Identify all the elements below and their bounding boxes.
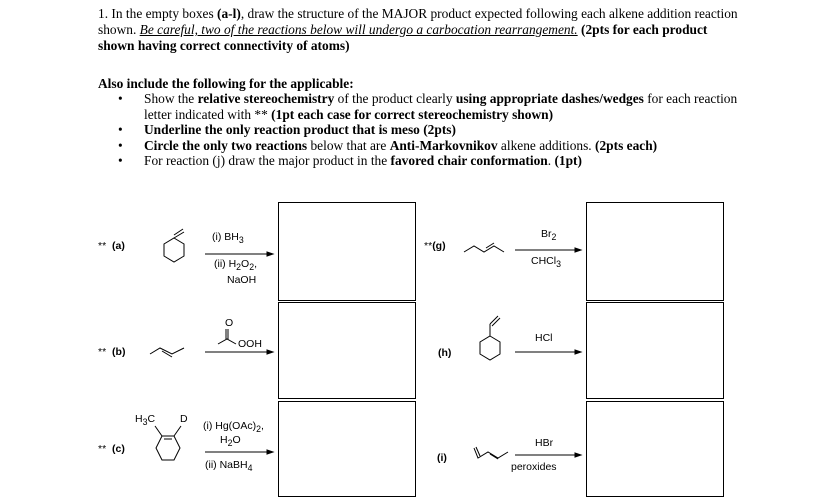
points-note: (2pts for each product shown having correct connectivity of atoms)	[98, 22, 708, 53]
stereo-marker: **	[98, 240, 107, 252]
answer-box-c[interactable]	[278, 401, 416, 497]
reagent-c-1: (i) $Hg(OAc)_2$,	[203, 420, 264, 435]
instruction-bold: Anti-Markovnikov	[389, 137, 498, 153]
stereo-marker: **	[424, 240, 433, 252]
reaction-letter: (h)	[438, 347, 452, 359]
instruction-bold: (2pts each)	[595, 137, 658, 153]
reactant-c-cyclohexene	[140, 422, 196, 468]
instruction-bold: Circle the only two reactions	[144, 137, 308, 153]
reaction-g-label	[424, 240, 446, 252]
reaction-letter: (b)	[112, 346, 126, 358]
reaction-arrow	[515, 247, 585, 253]
reaction-i-label	[437, 452, 447, 464]
answer-box-i[interactable]	[586, 401, 724, 497]
reagent-a-3: NaOH	[227, 274, 257, 286]
answer-box-a[interactable]	[278, 202, 416, 301]
instruction-item	[118, 122, 738, 138]
reaction-letter: (i)	[437, 452, 447, 464]
reaction-c-label	[98, 443, 125, 455]
instruction-bold: favored chair conformation	[390, 153, 548, 169]
reagent-a-2: (ii) $H_2O_2$,	[214, 258, 258, 273]
answer-box-b[interactable]	[278, 302, 416, 399]
bullet-icon: •	[118, 91, 123, 106]
bullet-icon: •	[118, 137, 123, 153]
substituent-methyl: $H_3C$	[135, 413, 156, 428]
reagent-b-oxygen: O	[225, 317, 234, 329]
question-text-2: , draw the structure of the MAJOR product expected following each alkene addition reaction shown.	[98, 6, 738, 37]
reaction-b-label	[98, 346, 125, 358]
instruction-bold: Underline the only reaction product that is meso (2pts)	[144, 122, 456, 138]
instruction-list	[118, 91, 738, 169]
reagent-c-2: $H_2O$	[220, 434, 241, 449]
reaction-a-label	[98, 240, 125, 252]
reagent-g-2: CHCl$_3$	[531, 255, 561, 270]
reaction-letter: (c)	[112, 443, 125, 455]
reagent-c-3: (ii) NaBH$_4$	[205, 459, 253, 474]
instruction-item	[118, 91, 738, 122]
instruction-text: alkene additions.	[497, 137, 596, 153]
instruction-bold: (1pt each case for correct stereochemistry shown)	[271, 106, 554, 122]
reagent-b-ooh: OOH	[238, 338, 262, 350]
reaction-arrow	[515, 452, 585, 458]
substituent-deuterium: D	[180, 413, 188, 425]
question-range: (a-l)	[217, 6, 241, 21]
reaction-h-label	[438, 347, 451, 359]
reactant-b-butene	[148, 340, 194, 360]
reactant-a-methylenecyclohexane	[150, 218, 200, 270]
instruction-text: For reaction (j) draw the major product in the	[144, 153, 391, 169]
instruction-text: for each reaction letter indicated with **	[144, 91, 738, 122]
reagent-h-1: HCl	[535, 332, 553, 344]
answer-box-h[interactable]	[586, 302, 724, 399]
instruction-text: .	[547, 153, 555, 169]
bullet-icon: •	[118, 122, 123, 138]
reactant-h-vinylcyclohexane	[470, 310, 516, 376]
instruction-item	[118, 153, 738, 169]
instruction-text: Show the	[144, 91, 198, 106]
stereo-marker: **	[98, 443, 107, 455]
reaction-arrow	[515, 349, 585, 355]
reactant-i-diene	[470, 438, 516, 468]
instruction-bold: using appropriate dashes/wedges	[455, 91, 644, 106]
instruction-text: below that are	[307, 137, 390, 153]
question-header	[98, 6, 738, 54]
instruction-bold: relative stereochemistry	[197, 91, 335, 106]
instruction-item	[118, 138, 738, 154]
reaction-letter: (a)	[112, 240, 125, 252]
stereo-marker: **	[98, 346, 107, 358]
also-heading: Also include the following for the applicable:	[98, 76, 354, 91]
rearrangement-warning: Be careful, two of the reactions below will undergo a carbocation rearrangement.	[139, 22, 578, 37]
reagent-i-2: peroxides	[511, 461, 557, 473]
instruction-bold: (1pt)	[554, 153, 582, 169]
reagent-g-1: $Br_2$	[541, 228, 557, 243]
reaction-arrow	[205, 449, 275, 455]
bullet-icon: •	[118, 153, 123, 169]
answer-box-g[interactable]	[586, 202, 724, 301]
question-text: In the empty boxes	[111, 6, 218, 21]
instruction-text: of the product clearly	[334, 91, 456, 106]
reaction-arrow	[205, 349, 275, 355]
reactant-g-pentene	[462, 232, 512, 258]
reaction-letter: (g)	[432, 240, 446, 252]
reagent-i-1: HBr	[535, 437, 554, 449]
reaction-arrow	[205, 251, 275, 257]
reagent-a-1: (i) $BH_3$	[212, 231, 244, 246]
question-number: 1.	[98, 6, 109, 21]
